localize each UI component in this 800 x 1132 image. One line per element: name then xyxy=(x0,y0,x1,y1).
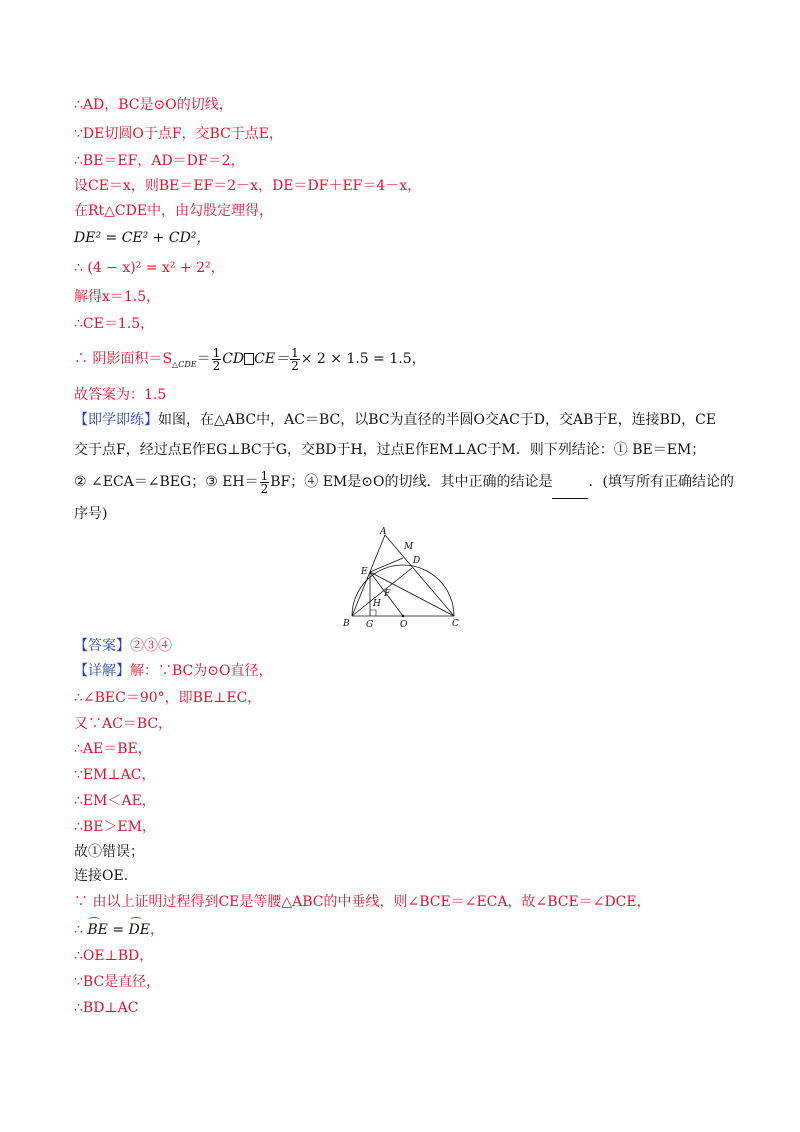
solution-line-2: ∵DE切圆O于点F，交BC于点E， xyxy=(74,126,284,142)
detail-line-7: ∴BE＞EM， xyxy=(74,819,156,835)
fraction-one-half: $\frac{1}{2}$ xyxy=(212,345,221,373)
missing-glyph-box xyxy=(244,353,254,365)
arc-comma: ， xyxy=(149,922,164,938)
detail-line-2: ∴∠BEC＝90°，即BE⊥EC， xyxy=(74,690,262,706)
practice-tag: 【即学即练】 xyxy=(74,412,158,428)
shaded-area-line xyxy=(74,346,426,372)
detail-label: 【详解】 xyxy=(74,663,130,679)
detail-line-1 xyxy=(74,661,272,681)
problem-text-2: 交于点F，经过点E作EG⊥BC于G，交BD于H，过点E作EM⊥AC于M．则下列结论：① BE＝EM； xyxy=(74,442,706,458)
label-h: H xyxy=(373,599,381,609)
equation-substitution: ∴ (4 − x)² = x² + 2²， xyxy=(74,260,225,276)
label-e: E xyxy=(361,567,368,577)
detail-line-14: ∴BD⊥AC xyxy=(74,1000,139,1016)
problem-line-1 xyxy=(74,405,734,435)
label-o: O xyxy=(400,620,408,630)
cd-segment: CD xyxy=(222,351,245,367)
detail-line-4: ∴AE＝BE， xyxy=(74,741,152,757)
equation-pythagoras: DE² = CE² + CD²， xyxy=(74,230,211,246)
detail-line-9: 连接OE． xyxy=(74,868,138,884)
problem-text-4: 序号) xyxy=(74,506,108,522)
fraction-one-half-2: $\frac{1}{2}$ xyxy=(291,345,299,373)
solution-line-4: 设CE＝x，则BE＝EF＝2－x，DE＝DF＋EF＝4－x， xyxy=(74,178,422,194)
solution-line-1: ∴AD，BC是⊙O的切线， xyxy=(74,97,233,113)
label-c: C xyxy=(452,619,459,629)
arc-equality-line xyxy=(74,920,164,940)
problem-line-4 xyxy=(74,499,734,529)
arc-de: DE xyxy=(128,922,150,938)
arc-equals: = xyxy=(107,922,129,938)
shaded-area-label: ∴ 阴影面积＝S xyxy=(74,351,173,367)
detail-line-3: 又∵AC＝BC， xyxy=(74,716,173,732)
detail-line-5: ∵EM⊥AC， xyxy=(74,767,156,783)
answer-value: ②③④ xyxy=(130,638,172,654)
triangle-subscript: △CDE xyxy=(172,359,197,369)
therefore-symbol: ∴ xyxy=(74,922,88,938)
problem-text-3b: BF；④ EM是⊙O的切线．其中正确的结论是 xyxy=(270,474,553,490)
detail-line-8: 故①错误； xyxy=(74,844,144,860)
answer-line xyxy=(74,636,172,656)
arc-be: BE xyxy=(87,922,108,938)
label-a: A xyxy=(380,527,387,537)
label-b: B xyxy=(343,619,350,629)
problem-line-2 xyxy=(74,435,734,465)
problem-text-1: 如图，在△ABC中，AC＝BC，以BC为直径的半圆O交AC于D，交AB于E，连接BD，CE xyxy=(158,412,717,428)
segment-ce xyxy=(370,572,454,616)
solution-line-9: ∴CE＝1.5， xyxy=(74,316,155,332)
geometry-figure xyxy=(338,526,464,630)
label-f: F xyxy=(384,589,391,599)
center-point xyxy=(402,615,405,618)
ce-segment: CE＝ xyxy=(254,351,290,367)
solution-line-8: 解得x＝1.5， xyxy=(74,289,161,305)
detail-line-12: ∴OE⊥BD， xyxy=(74,948,154,964)
answer-label: 【答案】 xyxy=(74,638,130,654)
area-result: × 2 × 1.5 = 1.5， xyxy=(300,351,426,367)
fraction-one-half-3: $\frac{1}{2}$ xyxy=(260,468,269,496)
problem-line-3 xyxy=(74,465,734,499)
detail-line-13: ∵BC是直径， xyxy=(74,974,161,990)
label-m: M xyxy=(404,542,414,552)
answer-summary: 故答案为：1.5 xyxy=(74,387,167,403)
label-d: D xyxy=(413,556,421,566)
right-angle-mark xyxy=(370,610,376,616)
detail-text-1: 解：∵BC为⊙O直径， xyxy=(130,663,273,679)
detail-line-6: ∴EM＜AE， xyxy=(74,793,156,809)
equals-sign: ＝ xyxy=(196,351,211,367)
problem-text-3a: ② ∠ECA＝∠BEG；③ EH＝ xyxy=(74,474,259,490)
answer-blank xyxy=(552,484,588,499)
solution-line-5: 在Rt△CDE中，由勾股定理得， xyxy=(74,203,274,219)
label-g: G xyxy=(366,620,374,630)
solution-line-3: ∴BE＝EF，AD＝DF＝2， xyxy=(74,153,245,169)
problem-text-3c: ．(填写所有正确结论的 xyxy=(588,474,734,490)
detail-line-10: ∵ 由以上证明过程得到CE是等腰△ABC的中垂线，则∠BCE＝∠ECA，故∠BCE＝∠DCE， xyxy=(74,894,651,910)
side-ac xyxy=(385,535,454,616)
practice-problem xyxy=(74,405,734,529)
